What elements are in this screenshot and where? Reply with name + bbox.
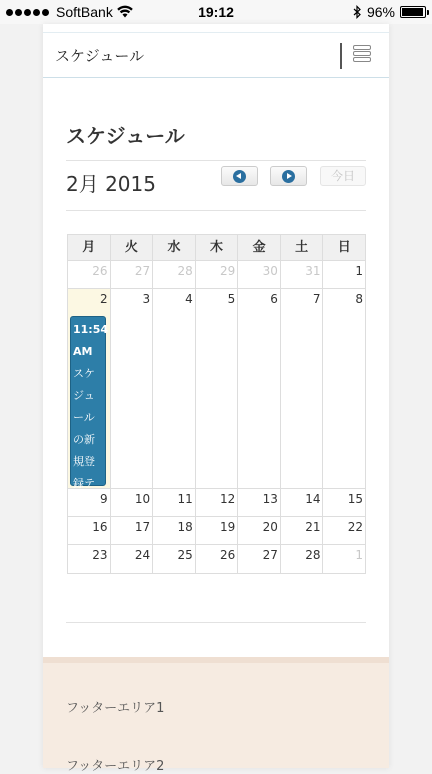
day-number: 10 [134, 492, 151, 506]
day-number: 3 [142, 292, 151, 306]
day-number: 16 [92, 520, 108, 534]
calendar-week-row [68, 517, 365, 545]
day-number: 25 [177, 548, 193, 562]
calendar-week-row [68, 261, 365, 289]
calendar-day-cell[interactable] [68, 545, 111, 573]
arrow-right-icon [282, 170, 295, 183]
calendar-day-cell[interactable] [238, 517, 281, 544]
header-divider [340, 43, 342, 69]
calendar-day-cell[interactable] [281, 517, 324, 544]
weekday-label: 火 [111, 235, 154, 260]
day-number: 24 [134, 548, 151, 562]
day-number: 23 [92, 548, 108, 562]
status-bar [0, 0, 432, 24]
site-title[interactable]: スケジュール [55, 47, 145, 65]
site-header [43, 32, 389, 78]
day-number: 22 [347, 520, 364, 534]
day-number: 6 [270, 292, 278, 306]
day-number: 7 [312, 292, 321, 306]
calendar-day-cell[interactable] [238, 545, 281, 573]
calendar-day-cell[interactable] [281, 289, 324, 488]
calendar-day-cell[interactable] [196, 289, 239, 488]
day-number: 17 [134, 520, 151, 534]
calendar-day-cell[interactable] [68, 289, 111, 512]
day-number: 14 [305, 492, 321, 506]
battery-icon [400, 6, 426, 18]
battery-percent: 96% [366, 4, 395, 20]
weekday-label: 日 [337, 240, 351, 255]
battery-level [402, 8, 423, 16]
calendar-day-cell[interactable] [196, 545, 239, 573]
day-number: 26 [92, 264, 108, 278]
calendar-day-cell[interactable] [153, 489, 196, 516]
day-number: 27 [262, 548, 278, 562]
footer [43, 657, 389, 774]
calendar-day-cell[interactable] [238, 289, 281, 488]
day-number: 21 [305, 520, 321, 534]
calendar-day-cell[interactable] [111, 545, 154, 573]
status-right [353, 4, 426, 20]
day-number: 9 [99, 492, 108, 506]
calendar-day-cell[interactable] [323, 545, 365, 573]
prev-month-button[interactable] [221, 166, 258, 186]
day-number: 31 [305, 264, 321, 278]
calendar-week-row [68, 545, 365, 573]
calendar-day-cell[interactable] [111, 517, 154, 544]
event-time: 11:54 AM [73, 323, 109, 358]
carrier-label: SoftBank [56, 4, 113, 20]
weekday-label: 木 [196, 235, 239, 260]
calendar-day-cell[interactable] [153, 289, 196, 488]
footer-area-2: フッターエリア2 [66, 759, 165, 774]
day-number: 18 [177, 520, 193, 534]
calendar-day-cell[interactable] [281, 261, 324, 288]
status-time: 19:12 [198, 4, 234, 20]
day-number: 4 [185, 292, 193, 306]
calendar-day-cell[interactable] [323, 289, 365, 488]
calendar-day-cell[interactable] [153, 517, 196, 544]
page-title: スケジュール [66, 124, 185, 148]
day-number: 20 [262, 520, 278, 534]
weekday-label: 月 [68, 235, 111, 260]
divider [66, 210, 366, 211]
next-month-button[interactable] [270, 166, 307, 186]
calendar-day-cell[interactable] [68, 517, 111, 544]
calendar-weeks [68, 261, 365, 573]
menu-icon[interactable] [353, 45, 373, 65]
day-number: 8 [355, 292, 364, 306]
calendar-week-row [68, 489, 365, 517]
weekday-label: 土 [281, 235, 324, 260]
calendar-day-cell[interactable] [68, 489, 111, 516]
today-button[interactable]: 今日 [320, 166, 366, 186]
calendar-day-cell[interactable] [196, 517, 239, 544]
day-number: 28 [305, 548, 321, 562]
day-number: 2 [99, 292, 108, 306]
day-number: 12 [220, 492, 236, 506]
calendar-day-cell[interactable] [111, 261, 154, 288]
calendar-day-cell[interactable] [153, 261, 196, 288]
calendar [67, 234, 366, 574]
calendar-weekday-header [68, 235, 365, 261]
calendar-day-cell[interactable] [238, 489, 281, 516]
calendar-event[interactable] [70, 316, 109, 512]
calendar-day-cell[interactable] [111, 489, 154, 516]
calendar-day-cell[interactable] [196, 261, 239, 288]
event-title: スケジュールの新規登録テスト [73, 367, 95, 512]
calendar-day-cell[interactable] [323, 261, 365, 288]
calendar-day-cell[interactable] [111, 289, 154, 488]
footer-area-1: フッターエリア1 [66, 701, 165, 716]
day-number: 1 [355, 264, 364, 278]
day-number: 13 [262, 492, 278, 506]
calendar-day-cell[interactable] [196, 489, 239, 516]
month-label: 2月 2015 [66, 172, 156, 196]
weekday-label: 水 [153, 235, 196, 260]
divider [66, 160, 366, 161]
calendar-day-cell[interactable] [281, 545, 324, 573]
weekday-label: 金 [238, 235, 281, 260]
calendar-day-cell[interactable] [281, 489, 324, 516]
arrow-left-icon [233, 170, 246, 183]
day-number: 5 [227, 292, 236, 306]
calendar-day-cell[interactable] [238, 261, 281, 288]
day-number: 26 [220, 548, 236, 562]
calendar-day-cell[interactable] [323, 489, 365, 516]
divider [66, 622, 366, 623]
day-number: 30 [262, 264, 278, 278]
day-number: 1 [355, 548, 364, 562]
day-number: 19 [220, 520, 236, 534]
calendar-day-cell[interactable] [323, 517, 365, 544]
day-number: 27 [134, 264, 151, 278]
page-content [43, 24, 389, 774]
day-number: 15 [347, 492, 364, 506]
day-number: 29 [220, 264, 236, 278]
calendar-day-cell[interactable] [68, 261, 111, 288]
day-number: 28 [177, 264, 193, 278]
bluetooth-icon [353, 5, 362, 19]
calendar-day-cell[interactable] [153, 545, 196, 573]
day-number: 11 [177, 492, 193, 506]
